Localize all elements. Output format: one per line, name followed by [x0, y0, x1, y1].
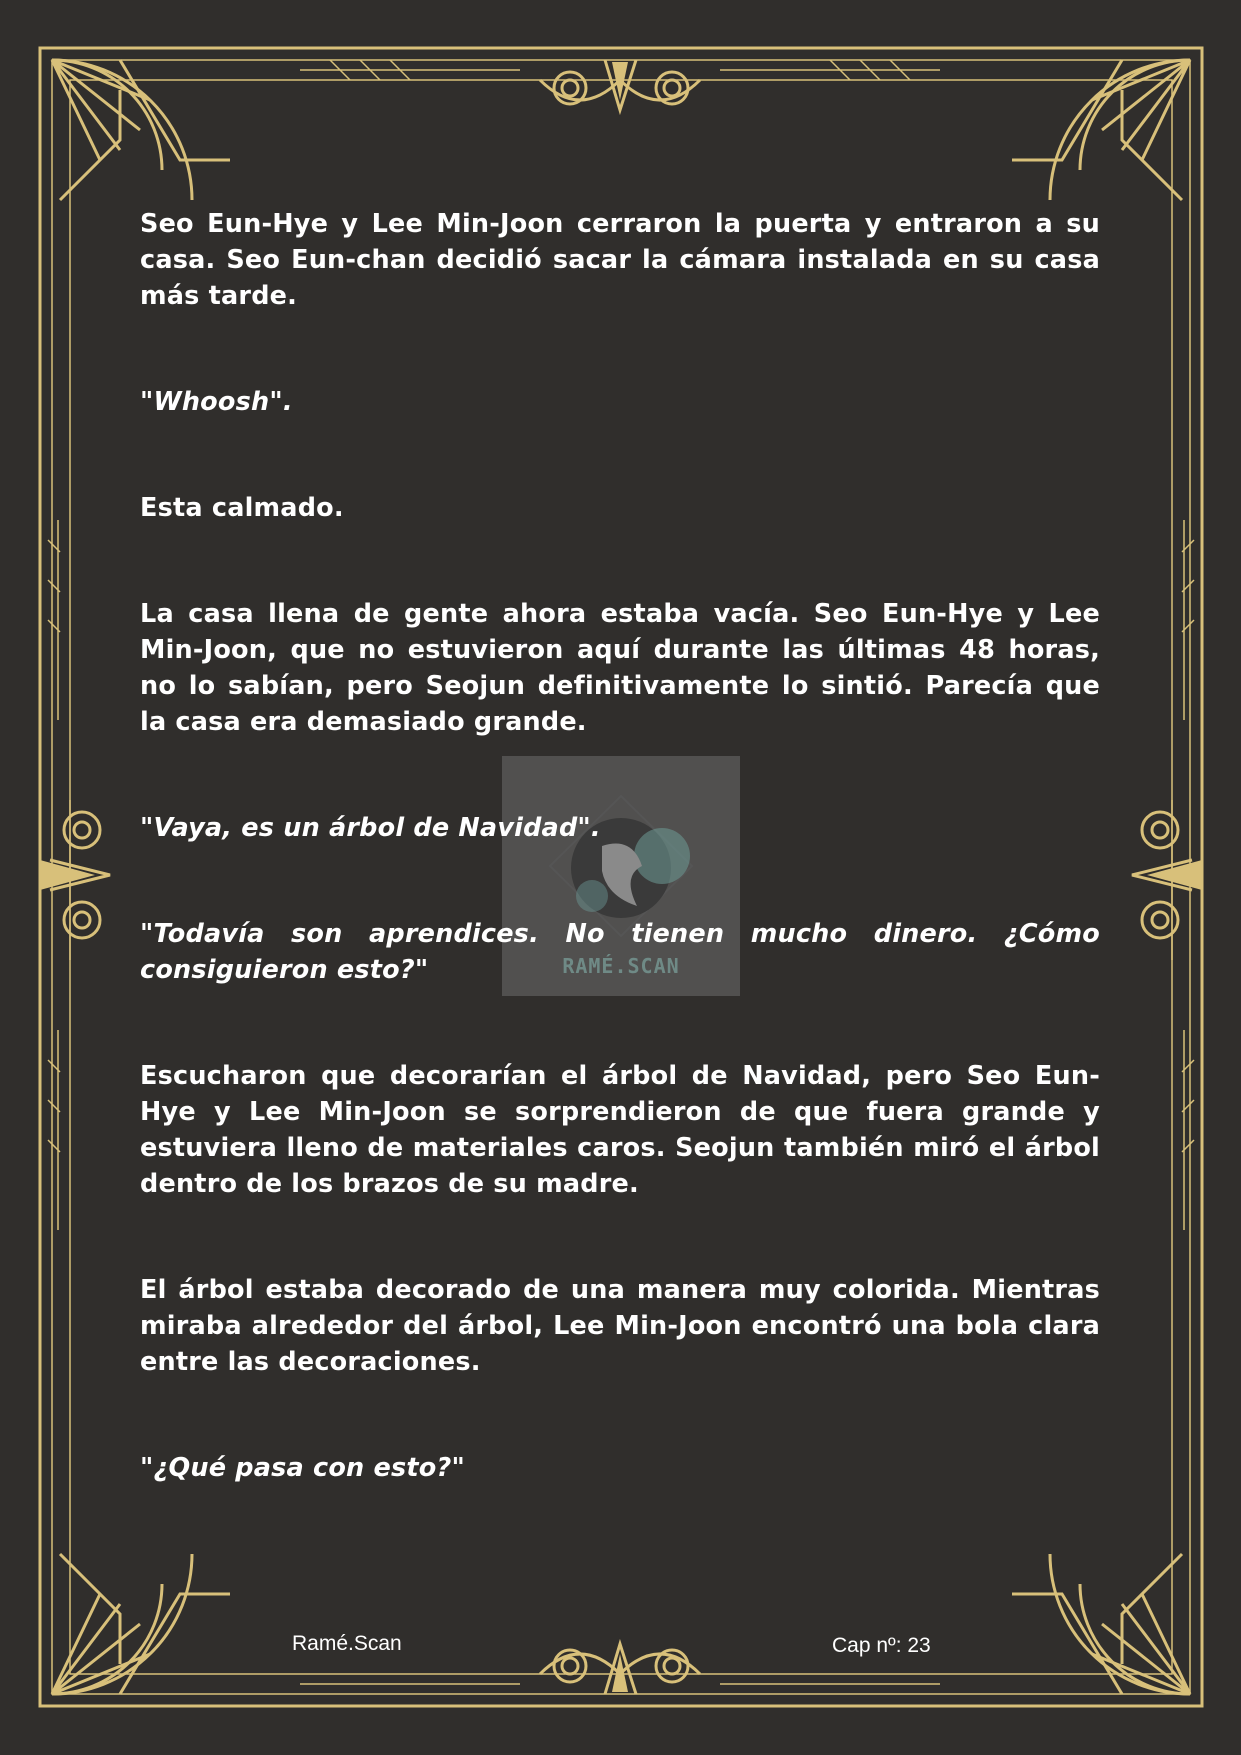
paragraph: Escucharon que decorarían el árbol de Navidad, pero Seo Eun-Hye y Lee Min-Joon se sorprendieron de que fuera grande y estuviera lleno de materiales caros. Seojun también miró el árbol dentro de los brazos de su madre.	[140, 1061, 1100, 1199]
paragraph: El árbol estaba decorado de una manera muy colorida. Mientras miraba alrededor del árbol, Lee Min-Joon encontró una bola clara entre las decoraciones.	[140, 1275, 1100, 1377]
chapter-text	[140, 206, 1100, 1556]
paragraph: Seo Eun-Hye y Lee Min-Joon cerraron la puerta y entraron a su casa. Seo Eun-chan decidió sacar la cámara instalada en su casa más tarde.	[140, 209, 1100, 311]
watermark-text: RAMÉ.SCAN	[562, 954, 680, 978]
paragraph: "¿Qué pasa con esto?"	[140, 1453, 465, 1483]
paragraph: La casa llena de gente ahora estaba vacía. Seo Eun-Hye y Lee Min-Joon, que no estuvieron aquí durante las últimas 48 horas, no lo sabían, pero Seojun definitivamente lo sintió. Parecía que la casa era demasiado grande.	[140, 599, 1100, 737]
paragraph: "Todavía son aprendices. No tienen mucho dinero. ¿Cómo consiguieron esto?"	[140, 919, 1100, 985]
paragraph: Esta calmado.	[140, 493, 344, 523]
footer-chapter-number: Cap nº: 23	[832, 1634, 931, 1657]
paragraph: "Vaya, es un árbol de Navidad".	[140, 813, 601, 843]
paragraph: "Whoosh".	[140, 387, 293, 417]
footer-scan-name: Ramé.Scan	[292, 1632, 402, 1655]
